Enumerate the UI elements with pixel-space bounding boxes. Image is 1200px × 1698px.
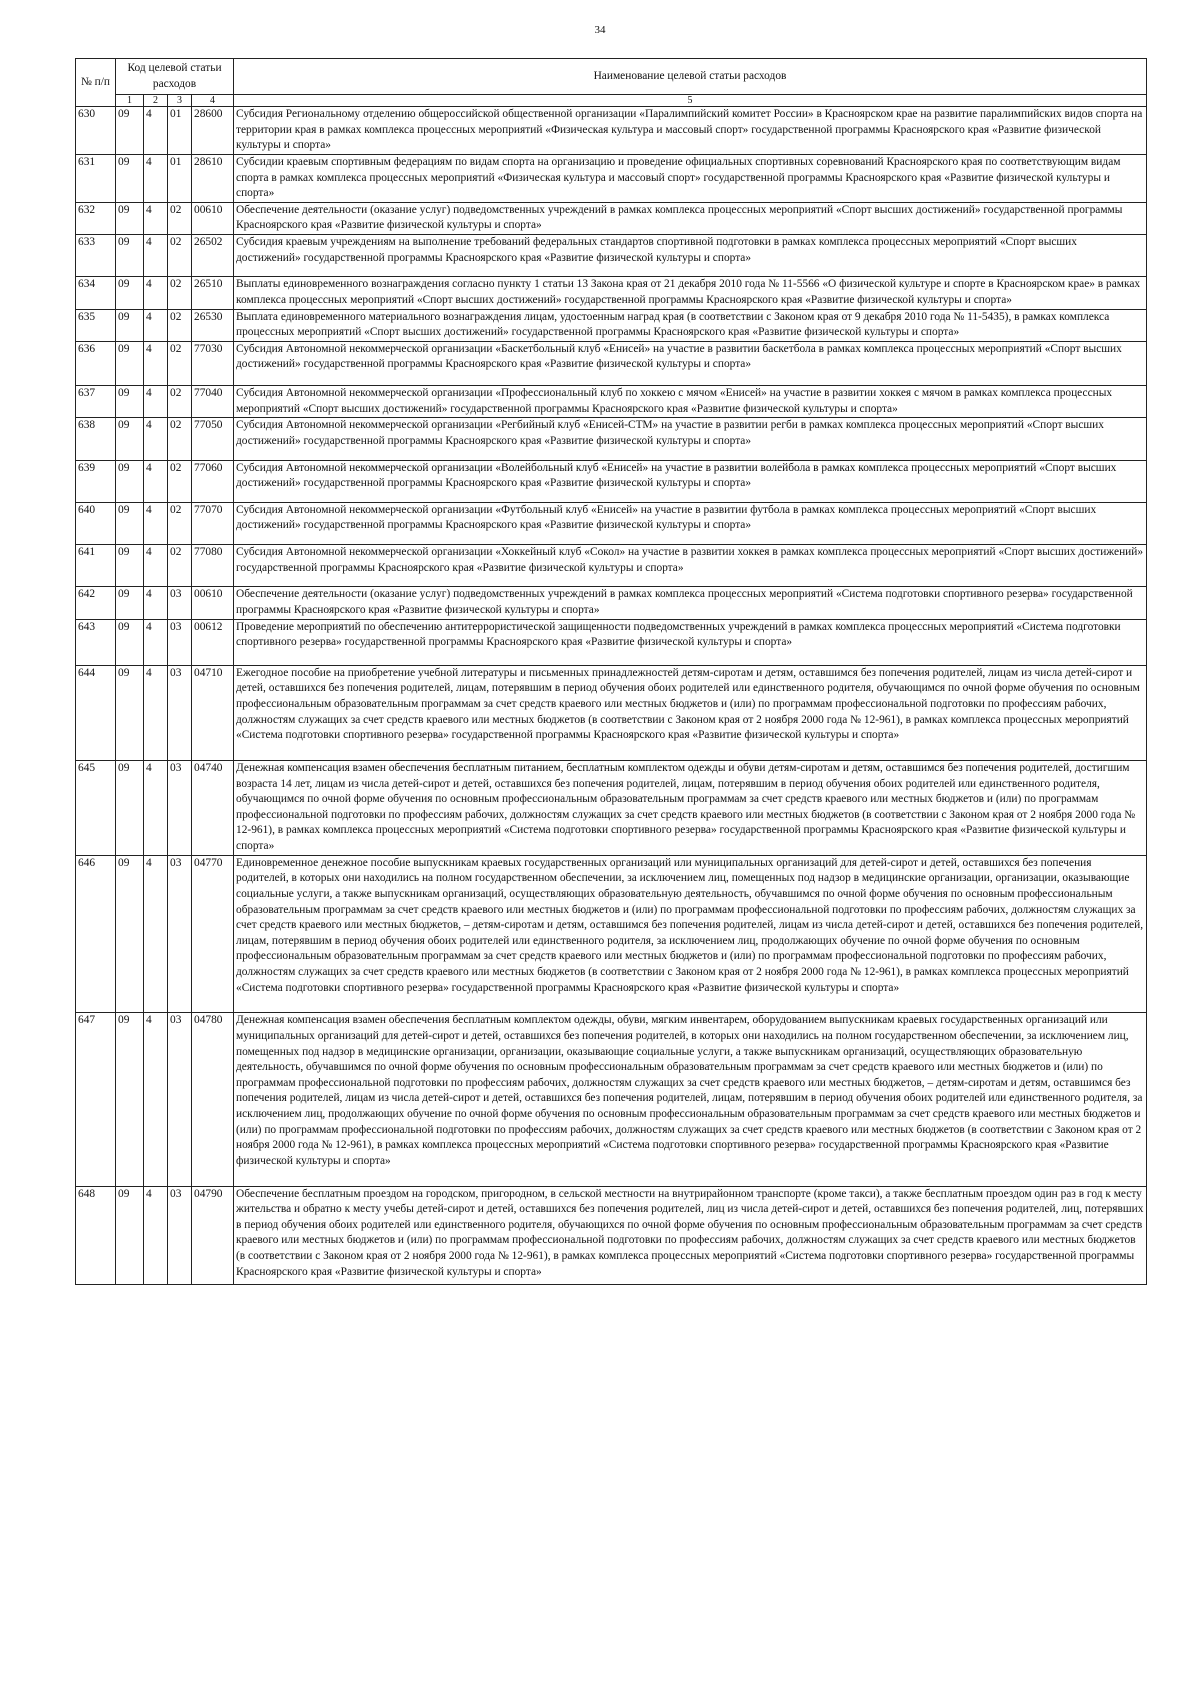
row-description: Денежная компенсация взамен обеспечения бесплатным комплектом одежды, обуви, мягким инвентарем, оборудованием выпускникам краевых государственных организаций или муниципальных организаций для детей-сирот и детей, оставшихся без попечения родителей, в которых они находились на полном государственном обеспечении, за исключением лиц, помещенных под надзор в медицинские организации, организации, оказывающие социальные услуги, а также выпускникам организаций, осуществляющих образовательную деятельность, обучавшимся по очной форме обучения по основным профессиональным образовательным программам за счет средств краевого или местных бюджетов и (или) по программам профессиональной подготовки по профессиям рабочих, должностям служащих за счет средств краевого или местных бюджетов, – детям-сиротам и детям, оставшимся без попечения родителей, лицам из числа детей-сирот и детей, оставшихся без попечения родителей, лицам, потерявшим в период обучения обоих родителей или единственного родителя, за исключением лиц, продолжающих обучение по очной форме обучения по основным профессиональным образовательным программам за счет средств краевого или местных бюджетов и (или) по программам профессиональной подготовки по профессиям рабочих, должностям служащих за счет средств краевого или местных бюджетов (в соответствии с Законом края от 2 ноября 2000 года № 12-961), в рамках комплекса процессных мероприятий «Система подготовки спортивного резерва» государственной программы Красноярского края «Развитие физической культуры и спорта» — [234, 1013, 1147, 1186]
code-direction: 04710 — [192, 665, 234, 760]
row-description: Субсидия Региональному отделению общероссийской общественной организации «Паралимпийский комитет России» в Красноярском крае на развитие паралимпийских видов спорта на территории края в рамках комплекса процессных мероприятий «Физическая культура и массовый спорт» государственной программы Красноярского края «Развитие физической культуры и спорта» — [234, 107, 1147, 155]
header-name: Наименование целевой статьи расходов — [234, 59, 1147, 95]
code-event: 02 — [168, 341, 192, 385]
code-event: 02 — [168, 235, 192, 277]
code-direction: 26510 — [192, 277, 234, 309]
code-event: 03 — [168, 619, 192, 665]
table-row — [76, 855, 1147, 1013]
header-index-2: 2 — [144, 95, 168, 107]
code-program: 09 — [116, 760, 144, 855]
code-direction: 26502 — [192, 235, 234, 277]
header-index-3: 3 — [168, 95, 192, 107]
row-description: Проведение мероприятий по обеспечению антитеррористической защищенности подведомственных учреждений в рамках комплекса процессных мероприятий «Система подготовки спортивного резерва» государственной программы Красноярского края «Развитие физической культуры и спорта» — [234, 619, 1147, 665]
code-subprogram: 4 — [144, 418, 168, 460]
code-event: 03 — [168, 1186, 192, 1285]
code-direction: 77080 — [192, 545, 234, 587]
code-event: 02 — [168, 418, 192, 460]
code-event: 03 — [168, 665, 192, 760]
row-number: 633 — [76, 235, 116, 277]
table-row — [76, 386, 1147, 418]
row-number: 631 — [76, 154, 116, 202]
code-direction: 00610 — [192, 202, 234, 234]
row-description: Ежегодное пособие на приобретение учебной литературы и письменных принадлежностей детям-сиротам и детям, оставшимся без попечения родителей, лицам из числа детей-сирот и детей, оставшихся без попечения родителей, лицам, потерявшим в период обучения обоих родителей или единственного родителя, обучающимся по очной форме обучения по основным профессиональным образовательным программам за счет средств краевого или местных бюджетов и (или) по программам профессиональной подготовки по профессиям рабочих, должностям служащих за счет средств краевого или местных бюджетов (в соответствии с Законом края от 2 ноября 2000 года № 12-961), в рамках комплекса процессных мероприятий «Система подготовки спортивного резерва» государственной программы Красноярского края «Развитие физической культуры и спорта» — [234, 665, 1147, 760]
code-program: 09 — [116, 855, 144, 1013]
table-row — [76, 154, 1147, 202]
code-subprogram: 4 — [144, 855, 168, 1013]
code-program: 09 — [116, 1013, 144, 1186]
table-row — [76, 1013, 1147, 1186]
row-description: Субсидия Автономной некоммерческой организации «Волейбольный клуб «Енисей» на участие в развитии волейбола в рамках комплекса процессных мероприятий «Спорт высших достижений» государственной программы Красноярского края «Развитие физической культуры и спорта» — [234, 460, 1147, 502]
code-program: 09 — [116, 665, 144, 760]
code-program: 09 — [116, 277, 144, 309]
code-subprogram: 4 — [144, 460, 168, 502]
table-row — [76, 202, 1147, 234]
row-number: 647 — [76, 1013, 116, 1186]
row-description: Субсидии краевым спортивным федерациям по видам спорта на организацию и проведение официальных спортивных соревнований Красноярского края по соответствующим видам спорта в рамках комплекса процессных мероприятий «Физическая культура и массовый спорт» государственной программы Красноярского края «Развитие физической культуры и спорта» — [234, 154, 1147, 202]
code-program: 09 — [116, 341, 144, 385]
code-subprogram: 4 — [144, 386, 168, 418]
code-subprogram: 4 — [144, 154, 168, 202]
row-number: 645 — [76, 760, 116, 855]
row-description: Выплаты единовременного вознаграждения согласно пункту 1 статьи 13 Закона края от 21 декабря 2010 года № 11-5566 «О физической культуре и спорте в Красноярском крае» в рамках комплекса процессных мероприятий «Спорт высших достижений» государственной программы Красноярского края «Развитие физической культуры и спорта» — [234, 277, 1147, 309]
code-program: 09 — [116, 460, 144, 502]
code-direction: 04780 — [192, 1013, 234, 1186]
code-direction: 77030 — [192, 341, 234, 385]
header-index-1: 1 — [116, 95, 144, 107]
code-event: 03 — [168, 855, 192, 1013]
table-row — [76, 587, 1147, 619]
table-row — [76, 619, 1147, 665]
code-program: 09 — [116, 619, 144, 665]
row-description: Субсидия краевым учреждениям на выполнение требований федеральных стандартов спортивной подготовки в рамках комплекса процессных мероприятий «Спорт высших достижений» государственной программы Красноярского края «Развитие физической культуры и спорта» — [234, 235, 1147, 277]
row-number: 638 — [76, 418, 116, 460]
row-description: Субсидия Автономной некоммерческой организации «Профессиональный клуб по хоккею с мячом «Енисей» на участие в развитии хоккея с мячом в рамках комплекса процессных мероприятий «Спорт высших достижений» государственной программы Красноярского края «Развитие физической культуры и спорта» — [234, 386, 1147, 418]
code-subprogram: 4 — [144, 277, 168, 309]
table-row — [76, 545, 1147, 587]
code-event: 03 — [168, 587, 192, 619]
header-index-4: 4 — [192, 95, 234, 107]
row-number: 642 — [76, 587, 116, 619]
code-direction: 04790 — [192, 1186, 234, 1285]
table-row — [76, 235, 1147, 277]
row-number: 646 — [76, 855, 116, 1013]
code-program: 09 — [116, 309, 144, 341]
code-event: 02 — [168, 460, 192, 502]
code-program: 09 — [116, 202, 144, 234]
row-number: 641 — [76, 545, 116, 587]
code-direction: 28600 — [192, 107, 234, 155]
row-number: 636 — [76, 341, 116, 385]
row-description: Субсидия Автономной некоммерческой организации «Футбольный клуб «Енисей» на участие в развитии футбола в рамках комплекса процессных мероприятий «Спорт высших достижений» государственной программы Красноярского края «Развитие физической культуры и спорта» — [234, 502, 1147, 544]
row-number: 643 — [76, 619, 116, 665]
row-number: 648 — [76, 1186, 116, 1285]
header-row — [76, 59, 1147, 95]
code-event: 02 — [168, 545, 192, 587]
table-row — [76, 665, 1147, 760]
code-program: 09 — [116, 545, 144, 587]
table-row — [76, 760, 1147, 855]
code-program: 09 — [116, 587, 144, 619]
code-event: 03 — [168, 1013, 192, 1186]
code-subprogram: 4 — [144, 107, 168, 155]
code-subprogram: 4 — [144, 1186, 168, 1285]
header-code: Код целевой статьи расходов — [116, 59, 234, 95]
code-subprogram: 4 — [144, 341, 168, 385]
code-program: 09 — [116, 235, 144, 277]
code-subprogram: 4 — [144, 1013, 168, 1186]
code-program: 09 — [116, 154, 144, 202]
header-number: № п/п — [76, 59, 116, 107]
code-subprogram: 4 — [144, 309, 168, 341]
row-description: Обеспечение деятельности (оказание услуг) подведомственных учреждений в рамках комплекса процессных мероприятий «Спорт высших достижений» государственной программы Красноярского края «Развитие физической культуры и спорта» — [234, 202, 1147, 234]
code-direction: 77070 — [192, 502, 234, 544]
code-subprogram: 4 — [144, 665, 168, 760]
row-description: Обеспечение бесплатным проездом на городском, пригородном, в сельской местности на внутрирайонном транспорте (кроме такси), а также бесплатным проездом один раз в год к месту жительства и обратно к месту учебы детей-сирот и детей, оставшихся без попечения родителей, лиц из числа детей-сирот и детей, оставшихся без попечения родителей, лиц, потерявших в период обучения обоих родителей или единственного родителя, обучающихся по очной форме обучения по основным профессиональным образовательным программам за счет средств краевого или местных бюджетов и (или) по программам профессиональной подготовки по профессиям рабочих, должностям служащих за счет средств краевого или местных бюджетов (в соответствии с Законом края от 2 ноября 2000 года № 12-961), в рамках комплекса процессных мероприятий «Система подготовки спортивного резерва» государственной программы Красноярского края «Развитие физической культуры и спорта» — [234, 1186, 1147, 1285]
code-program: 09 — [116, 107, 144, 155]
row-number: 635 — [76, 309, 116, 341]
row-description: Единовременное денежное пособие выпускникам краевых государственных организаций или муниципальных организаций для детей-сирот и детей, оставшихся без попечения родителей, в которых они находились на полном государственном обеспечении, за исключением лиц, помещенных под надзор в медицинские организации, организации, оказывающие социальные услуги, а также выпускникам организаций, осуществляющих образовательную деятельность, обучавшимся по очной форме обучения по основным профессиональным образовательным программам за счет средств краевого или местных бюджетов и (или) по программам профессиональной подготовки по профессиям рабочих, должностям служащих за счет средств краевого или местных бюджетов, – детям-сиротам и детям, оставшимся без попечения родителей, лицам из числа детей-сирот и детей, оставшихся без попечения родителей, лицам, потерявшим в период обучения обоих родителей или единственного родителя, за исключением лиц, продолжающих обучение по очной форме обучения по основным профессиональным образовательным программам за счет средств краевого или местных бюджетов и (или) по программам профессиональной подготовки по профессиям рабочих, должностям служащих за счет средств краевого или местных бюджетов (в соответствии с Законом края от 2 ноября 2000 года № 12-961), в рамках комплекса процессных мероприятий «Система подготовки спортивного резерва» государственной программы Красноярского края «Развитие физической культуры и спорта» — [234, 855, 1147, 1013]
row-number: 639 — [76, 460, 116, 502]
code-event: 01 — [168, 107, 192, 155]
code-subprogram: 4 — [144, 235, 168, 277]
table-row — [76, 309, 1147, 341]
code-subprogram: 4 — [144, 619, 168, 665]
code-direction: 26530 — [192, 309, 234, 341]
code-program: 09 — [116, 418, 144, 460]
code-program: 09 — [116, 386, 144, 418]
code-event: 02 — [168, 309, 192, 341]
header-index-row — [76, 95, 1147, 107]
code-direction: 04740 — [192, 760, 234, 855]
header-index-5: 5 — [234, 95, 1147, 107]
row-description: Денежная компенсация взамен обеспечения бесплатным питанием, бесплатным комплектом одежды и обуви детям-сиротам и детям, оставшимся без попечения родителей, достигшим возраста 14 лет, лицам из числа детей-сирот и детей, оставшихся без попечения родителей, лицам, потерявшим в период обучения обоих родителей или единственного родителя, обучающимся по очной форме обучения по основным профессиональным образовательным программам за счет средств краевого или местных бюджетов и (или) по программам профессиональной подготовки по профессиям рабочих, должностям служащих за счет средств краевого или местных бюджетов (в соответствии с Законом края от 2 ноября 2000 года № 12-961), в рамках комплекса процессных мероприятий «Система подготовки спортивного резерва» государственной программы Красноярского края «Развитие физической культуры и спорта» — [234, 760, 1147, 855]
budget-classification-table — [75, 58, 1147, 1285]
row-number: 637 — [76, 386, 116, 418]
code-subprogram: 4 — [144, 202, 168, 234]
code-direction: 28610 — [192, 154, 234, 202]
code-subprogram: 4 — [144, 502, 168, 544]
code-direction: 04770 — [192, 855, 234, 1013]
code-event: 02 — [168, 202, 192, 234]
code-subprogram: 4 — [144, 760, 168, 855]
row-description: Субсидия Автономной некоммерческой организации «Хоккейный клуб «Сокол» на участие в развитии хоккея в рамках комплекса процессных мероприятий «Спорт высших достижений» государственной программы Красноярского края «Развитие физической культуры и спорта» — [234, 545, 1147, 587]
code-event: 03 — [168, 760, 192, 855]
row-description: Субсидия Автономной некоммерческой организации «Регбийный клуб «Енисей-СТМ» на участие в развитии регби в рамках комплекса процессных мероприятий «Спорт высших достижений» государственной программы Красноярского края «Развитие физической культуры и спорта» — [234, 418, 1147, 460]
code-event: 02 — [168, 277, 192, 309]
table-row — [76, 341, 1147, 385]
row-number: 632 — [76, 202, 116, 234]
code-direction: 77060 — [192, 460, 234, 502]
code-event: 02 — [168, 502, 192, 544]
code-direction: 00612 — [192, 619, 234, 665]
row-number: 634 — [76, 277, 116, 309]
table-row — [76, 502, 1147, 544]
code-direction: 77040 — [192, 386, 234, 418]
table-body — [76, 107, 1147, 1285]
row-number: 644 — [76, 665, 116, 760]
code-event: 02 — [168, 386, 192, 418]
code-program: 09 — [116, 1186, 144, 1285]
table-row — [76, 277, 1147, 309]
table-row — [76, 1186, 1147, 1285]
code-event: 01 — [168, 154, 192, 202]
code-direction: 77050 — [192, 418, 234, 460]
row-description: Субсидия Автономной некоммерческой организации «Баскетбольный клуб «Енисей» на участие в развитии баскетбола в рамках комплекса процессных мероприятий «Спорт высших достижений» государственной программы Красноярского края «Развитие физической культуры и спорта» — [234, 341, 1147, 385]
row-number: 640 — [76, 502, 116, 544]
code-program: 09 — [116, 502, 144, 544]
page-number: 34 — [594, 24, 606, 36]
code-subprogram: 4 — [144, 545, 168, 587]
table-row — [76, 460, 1147, 502]
code-subprogram: 4 — [144, 587, 168, 619]
code-direction: 00610 — [192, 587, 234, 619]
row-description: Обеспечение деятельности (оказание услуг) подведомственных учреждений в рамках комплекса процессных мероприятий «Система подготовки спортивного резерва» государственной программы Красноярского края «Развитие физической культуры и спорта» — [234, 587, 1147, 619]
table-row — [76, 418, 1147, 460]
row-number: 630 — [76, 107, 116, 155]
table-row — [76, 107, 1147, 155]
row-description: Выплата единовременного материального вознаграждения лицам, удостоенным наград края (в соответствии с Законом края от 9 декабря 2010 года № 11-5435), в рамках комплекса процессных мероприятий «Спорт высших достижений» государственной программы Красноярского края «Развитие физической культуры и спорта» — [234, 309, 1147, 341]
